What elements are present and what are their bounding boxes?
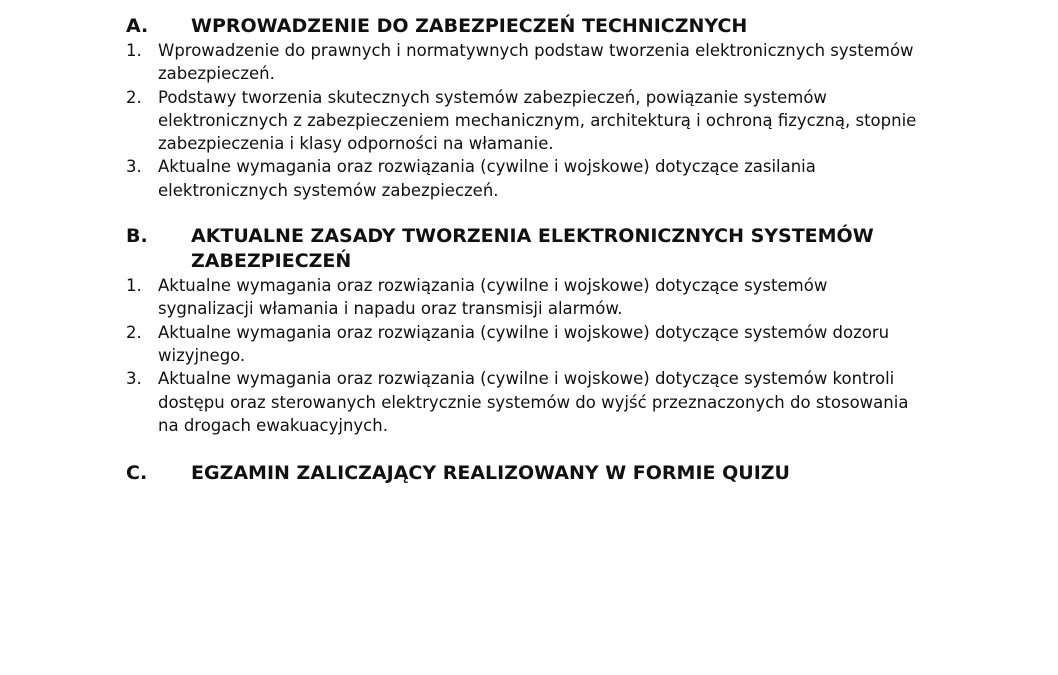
item-text: Podstawy tworzenia skutecznych systemów zabezpieczeń, powiązanie systemów elektronicznych z zabezpieczeniem mechanicznym, architekturą i ochroną fizyczną, stopnie zabezpieczenia i klasy odporności na włamanie. [158, 87, 917, 154]
list-item [126, 86, 926, 156]
section-spacer [126, 437, 926, 457]
item-number: 3. [126, 157, 142, 177]
list-item [126, 155, 926, 202]
item-text: Aktualne wymagania oraz rozwiązania (cywilne i wojskowe) dotyczące systemów dozoru wizyjnego. [158, 322, 890, 365]
item-text: Aktualne wymagania oraz rozwiązania (cywilne i wojskowe) dotyczące systemów sygnalizacji włamania i napadu oraz transmisji alarmów. [158, 276, 828, 319]
section-spacer [126, 202, 926, 224]
section-letter: B. [126, 225, 148, 248]
section-heading [126, 224, 926, 274]
list-item [126, 321, 926, 368]
item-text: Aktualne wymagania oraz rozwiązania (cywilne i wojskowe) dotyczące zasilania elektronicznych systemów zabezpieczeń. [158, 157, 816, 200]
section-title: WPROWADZENIE DO ZABEZPIECZEŃ TECHNICZNYCH [191, 15, 748, 37]
list-item [126, 274, 926, 321]
section-letter: C. [126, 462, 148, 485]
section-b [126, 224, 926, 437]
section-a [126, 14, 926, 202]
section-title: EGZAMIN ZALICZAJĄCY REALIZOWANY W FORMIE QUIZU [191, 462, 790, 485]
list-item [126, 39, 926, 86]
section-letter: A. [126, 15, 149, 37]
item-number: 3. [126, 369, 142, 389]
list-item [126, 367, 926, 437]
section-title: AKTUALNE ZASADY TWORZENIA ELEKTRONICZNYCH SYSTEMÓW ZABEZPIECZEŃ [191, 225, 874, 273]
item-number: 2. [126, 322, 142, 342]
item-list [126, 274, 926, 437]
document-body [126, 14, 926, 486]
item-number: 2. [126, 87, 142, 107]
item-number: 1. [126, 276, 142, 296]
item-text: Wprowadzenie do prawnych i normatywnych podstaw tworzenia elektronicznych systemów zabezpieczeń. [158, 41, 914, 84]
item-list [126, 39, 926, 202]
section-c [126, 461, 926, 486]
section-heading [126, 14, 926, 39]
item-text: Aktualne wymagania oraz rozwiązania (cywilne i wojskowe) dotyczące systemów kontroli dostępu oraz sterowanych elektrycznie systemów do wyjść przeznaczonych do stosowania na drogach ewakuacyjnych. [158, 369, 909, 435]
section-heading [126, 461, 926, 486]
item-number: 1. [126, 41, 142, 60]
